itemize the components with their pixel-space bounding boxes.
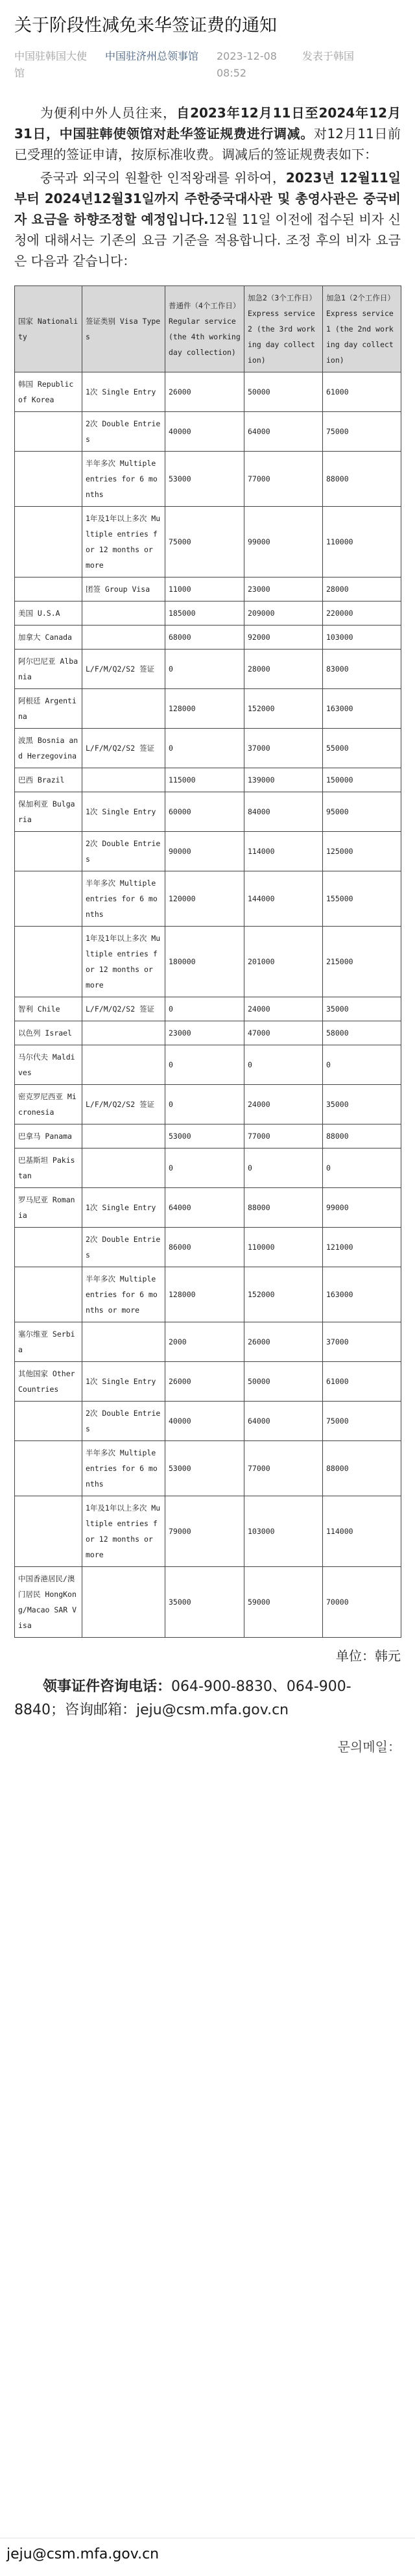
table-cell-country: 巴西 Brazil bbox=[15, 768, 82, 792]
table-cell-type: 1年及1年以上多次 Multiple entries for 12 months or more bbox=[82, 1496, 165, 1567]
table-cell-express2: 58000 bbox=[323, 1021, 401, 1045]
table-cell-express2: 150000 bbox=[323, 768, 401, 792]
table-cell-express3: 103000 bbox=[244, 1496, 323, 1567]
table-cell-express3: 23000 bbox=[244, 577, 323, 601]
table-cell-regular: 79000 bbox=[165, 1496, 244, 1567]
header-country: 国家 Nationality bbox=[15, 286, 82, 372]
table-row bbox=[15, 372, 401, 412]
table-cell-type: 半年多次 Multiple entries for 6 months bbox=[82, 452, 165, 507]
table-cell-express3: 37000 bbox=[244, 729, 323, 768]
table-cell-express2: 83000 bbox=[323, 650, 401, 689]
header-express-2day: 加急1（2个工作日） Express service 1 (the 2nd working day collection) bbox=[323, 286, 401, 372]
table-cell-country: 保加利亚 Bulgaria bbox=[15, 792, 82, 832]
table-cell-express3: 47000 bbox=[244, 1021, 323, 1045]
contact-label: 领事证件咨询电话： bbox=[43, 1679, 172, 1695]
table-cell-country: 以色列 Israel bbox=[15, 1021, 82, 1045]
table-cell-country: 智利 Chile bbox=[15, 997, 82, 1021]
table-cell-express2: 35000 bbox=[323, 1085, 401, 1124]
para2-bold: 2023년 12월11일부터 2024년12월31일까지 주한중국대사관 및 총영사관은 중국비자 요금을 하향조정할 예정입니다. bbox=[14, 170, 401, 227]
table-cell-express3: 64000 bbox=[244, 412, 323, 452]
table-cell-express3: 28000 bbox=[244, 650, 323, 689]
table-cell-type: L/F/M/Q2/S2 签证 bbox=[82, 729, 165, 768]
para2-post: 12월 11일 이전에 접수된 비자 신청에 대해서는 기존의 요금 기준을 적용합니다. 조정 후의 비자 요금은 다음과 같습니다： bbox=[14, 212, 401, 269]
table-cell-express2: 88000 bbox=[323, 452, 401, 507]
table-cell-express3: 0 bbox=[244, 1148, 323, 1188]
table-cell-express3: 59000 bbox=[244, 1567, 323, 1638]
table-cell-express3: 84000 bbox=[244, 792, 323, 832]
table-cell-country: 阿根廷 Argentina bbox=[15, 689, 82, 729]
table-row bbox=[15, 412, 401, 452]
table-row bbox=[15, 1188, 401, 1228]
table-cell-country bbox=[15, 507, 82, 577]
table-cell-express2: 37000 bbox=[323, 1322, 401, 1362]
table-cell-express3: 77000 bbox=[244, 1124, 323, 1148]
table-cell-country: 美国 U.S.A bbox=[15, 601, 82, 626]
table-cell-express2: 0 bbox=[323, 1045, 401, 1085]
table-cell-country: 韩国 Republic of Korea bbox=[15, 372, 82, 412]
table-cell-regular: 40000 bbox=[165, 1402, 244, 1441]
table-cell-express3: 114000 bbox=[244, 832, 323, 871]
table-row bbox=[15, 689, 401, 729]
contact-phones: 064-900-8830、064-900-8840；咨询邮箱： bbox=[14, 1679, 351, 1718]
table-cell-express2: 35000 bbox=[323, 997, 401, 1021]
table-cell-express2: 163000 bbox=[323, 1267, 401, 1322]
table-cell-express2: 75000 bbox=[323, 1402, 401, 1441]
table-cell-country: 其他国家 Other Countries bbox=[15, 1362, 82, 1402]
para1-pre: 为便利中外人员往来， bbox=[40, 105, 177, 121]
table-row bbox=[15, 626, 401, 650]
table-cell-express2: 215000 bbox=[323, 927, 401, 997]
table-cell-type bbox=[82, 689, 165, 729]
table-cell-regular: 11000 bbox=[165, 577, 244, 601]
table-cell-country bbox=[15, 412, 82, 452]
table-cell-express3: 77000 bbox=[244, 452, 323, 507]
table-row bbox=[15, 1085, 401, 1124]
table-cell-type: 2次 Double Entries bbox=[82, 832, 165, 871]
meta-author-link[interactable]: 中国驻济州总领事馆 bbox=[105, 50, 199, 62]
header-visa-type: 签证类别 Visa Types bbox=[82, 286, 165, 372]
table-cell-express2: 61000 bbox=[323, 1362, 401, 1402]
table-cell-express3: 92000 bbox=[244, 626, 323, 650]
table-cell-type bbox=[82, 1124, 165, 1148]
table-cell-express2: 75000 bbox=[323, 412, 401, 452]
table-cell-express2: 125000 bbox=[323, 832, 401, 871]
table-row bbox=[15, 997, 401, 1021]
table-cell-type: 1年及1年以上多次 Multiple entries for 12 months or more bbox=[82, 927, 165, 997]
table-cell-type bbox=[82, 1021, 165, 1045]
table-cell-country bbox=[15, 1228, 82, 1267]
table-cell-regular: 40000 bbox=[165, 412, 244, 452]
table-cell-type: 2次 Double Entries bbox=[82, 1228, 165, 1267]
table-cell-express2: 110000 bbox=[323, 507, 401, 577]
table-cell-regular: 35000 bbox=[165, 1567, 244, 1638]
table-row bbox=[15, 1567, 401, 1638]
table-body bbox=[15, 372, 401, 1638]
table-cell-type bbox=[82, 1567, 165, 1638]
table-cell-express2: 88000 bbox=[323, 1441, 401, 1496]
table-cell-regular: 2000 bbox=[165, 1322, 244, 1362]
table-cell-country: 加拿大 Canada bbox=[15, 626, 82, 650]
table-cell-regular: 68000 bbox=[165, 626, 244, 650]
table-row bbox=[15, 577, 401, 601]
table-cell-regular: 0 bbox=[165, 1085, 244, 1124]
table-cell-country bbox=[15, 1496, 82, 1567]
table-cell-type: 1次 Single Entry bbox=[82, 372, 165, 412]
table-cell-express2: 121000 bbox=[323, 1228, 401, 1267]
contact-info bbox=[14, 1675, 401, 1722]
table-cell-type: 1次 Single Entry bbox=[82, 1188, 165, 1228]
table-cell-country: 中国香港居民/澳门居民 HongKong/Macao SAR Visa bbox=[15, 1567, 82, 1638]
table-cell-express2: 114000 bbox=[323, 1496, 401, 1567]
table-row bbox=[15, 1267, 401, 1322]
table-cell-country bbox=[15, 927, 82, 997]
header-express-3day: 加急2（3个工作日） Express service 2 (the 3rd working day collection) bbox=[244, 286, 323, 372]
table-cell-type: L/F/M/Q2/S2 签证 bbox=[82, 997, 165, 1021]
table-cell-country: 波黑 Bosnia and Herzegovina bbox=[15, 729, 82, 768]
para2-pre: 중국과 외국의 원활한 인적왕래를 위하여， bbox=[40, 170, 286, 186]
bottom-email[interactable]: jeju@csm.mfa.gov.cn bbox=[6, 2546, 160, 2562]
table-cell-type bbox=[82, 1045, 165, 1085]
table-row bbox=[15, 507, 401, 577]
table-row bbox=[15, 1045, 401, 1085]
table-row bbox=[15, 1496, 401, 1567]
table-cell-type: 2次 Double Entries bbox=[82, 1402, 165, 1441]
header-regular: 普通件（4个工作日） Regular service (the 4th working day collection) bbox=[165, 286, 244, 372]
table-row bbox=[15, 1322, 401, 1362]
bottom-email-bar bbox=[0, 2538, 415, 2576]
table-cell-express3: 24000 bbox=[244, 1085, 323, 1124]
table-cell-express3: 0 bbox=[244, 1045, 323, 1085]
table-cell-country bbox=[15, 452, 82, 507]
table-cell-type: L/F/M/Q2/S2 签证 bbox=[82, 650, 165, 689]
table-cell-regular: 86000 bbox=[165, 1228, 244, 1267]
table-row bbox=[15, 768, 401, 792]
table-cell-type: 2次 Double Entries bbox=[82, 412, 165, 452]
notice-paragraph-chinese bbox=[14, 103, 401, 165]
table-cell-express3: 24000 bbox=[244, 997, 323, 1021]
table-row bbox=[15, 1021, 401, 1045]
table-row bbox=[15, 729, 401, 768]
table-cell-regular: 0 bbox=[165, 1148, 244, 1188]
table-cell-country: 巴基斯坦 Pakistan bbox=[15, 1148, 82, 1188]
table-cell-express2: 155000 bbox=[323, 871, 401, 927]
table-row bbox=[15, 927, 401, 997]
table-cell-country bbox=[15, 1402, 82, 1441]
meta-date: 2023-12-08 08:52 bbox=[217, 50, 277, 79]
table-cell-express3: 144000 bbox=[244, 871, 323, 927]
table-cell-type bbox=[82, 1322, 165, 1362]
table-cell-express3: 152000 bbox=[244, 1267, 323, 1322]
table-cell-express2: 70000 bbox=[323, 1567, 401, 1638]
table-cell-regular: 0 bbox=[165, 1045, 244, 1085]
table-cell-type bbox=[82, 768, 165, 792]
article-title: 关于阶段性减免来华签证费的通知 bbox=[14, 16, 277, 36]
table-cell-express3: 201000 bbox=[244, 927, 323, 997]
table-row bbox=[15, 871, 401, 927]
table-row bbox=[15, 650, 401, 689]
table-row bbox=[15, 1362, 401, 1402]
table-cell-express3: 64000 bbox=[244, 1402, 323, 1441]
visa-fee-table bbox=[14, 286, 401, 1638]
table-cell-regular: 0 bbox=[165, 729, 244, 768]
table-row bbox=[15, 1441, 401, 1496]
table-cell-express2: 28000 bbox=[323, 577, 401, 601]
table-cell-regular: 128000 bbox=[165, 1267, 244, 1322]
table-cell-regular: 64000 bbox=[165, 1188, 244, 1228]
table-cell-type bbox=[82, 1148, 165, 1188]
meta-source: 中国驻韩国大使馆 bbox=[14, 50, 88, 79]
table-cell-express2: 163000 bbox=[323, 689, 401, 729]
table-cell-type: 半年多次 Multiple entries for 6 months bbox=[82, 871, 165, 927]
table-cell-regular: 26000 bbox=[165, 372, 244, 412]
table-row bbox=[15, 601, 401, 626]
para1-bold: 自2023年12月11日至2024年12月31日，中国驻韩使领馆对赴华签证规费进行调减。 bbox=[14, 105, 401, 141]
table-cell-type: 半年多次 Multiple entries for 6 months or more bbox=[82, 1267, 165, 1322]
table-cell-regular: 26000 bbox=[165, 1362, 244, 1402]
table-cell-regular: 115000 bbox=[165, 768, 244, 792]
table-cell-country: 罗马尼亚 Romania bbox=[15, 1188, 82, 1228]
contact-email[interactable]: jeju@csm.mfa.gov.cn bbox=[136, 1702, 289, 1718]
table-cell-regular: 185000 bbox=[165, 601, 244, 626]
table-cell-country bbox=[15, 871, 82, 927]
table-cell-express2: 103000 bbox=[323, 626, 401, 650]
inquiry-mail-label: 문의메일： bbox=[337, 1739, 401, 1755]
table-cell-regular: 60000 bbox=[165, 792, 244, 832]
table-row bbox=[15, 452, 401, 507]
table-cell-express3: 209000 bbox=[244, 601, 323, 626]
table-cell-type bbox=[82, 626, 165, 650]
table-cell-type bbox=[82, 601, 165, 626]
table-cell-express2: 61000 bbox=[323, 372, 401, 412]
table-cell-country: 马尔代夫 Maldives bbox=[15, 1045, 82, 1085]
table-cell-express3: 88000 bbox=[244, 1188, 323, 1228]
table-cell-express3: 99000 bbox=[244, 507, 323, 577]
table-row bbox=[15, 832, 401, 871]
table-cell-regular: 90000 bbox=[165, 832, 244, 871]
table-cell-express3: 139000 bbox=[244, 768, 323, 792]
table-cell-regular: 53000 bbox=[165, 1124, 244, 1148]
table-cell-express3: 50000 bbox=[244, 372, 323, 412]
table-cell-country bbox=[15, 1441, 82, 1496]
table-cell-express3: 50000 bbox=[244, 1362, 323, 1402]
table-cell-regular: 128000 bbox=[165, 689, 244, 729]
table-cell-express2: 220000 bbox=[323, 601, 401, 626]
table-cell-regular: 53000 bbox=[165, 452, 244, 507]
table-cell-express3: 26000 bbox=[244, 1322, 323, 1362]
article-meta bbox=[14, 48, 401, 82]
table-cell-express3: 110000 bbox=[244, 1228, 323, 1267]
table-cell-express2: 95000 bbox=[323, 792, 401, 832]
table-cell-regular: 75000 bbox=[165, 507, 244, 577]
table-header-row bbox=[15, 286, 401, 372]
table-cell-express3: 77000 bbox=[244, 1441, 323, 1496]
table-cell-regular: 53000 bbox=[165, 1441, 244, 1496]
table-cell-country bbox=[15, 577, 82, 601]
table-cell-country bbox=[15, 832, 82, 871]
table-cell-express2: 88000 bbox=[323, 1124, 401, 1148]
table-cell-country bbox=[15, 1267, 82, 1322]
table-cell-regular: 0 bbox=[165, 997, 244, 1021]
meta-publisher: 发表于韩国 bbox=[302, 50, 355, 62]
table-cell-type: 1次 Single Entry bbox=[82, 1362, 165, 1402]
notice-paragraph-korean bbox=[14, 167, 401, 271]
table-cell-regular: 120000 bbox=[165, 871, 244, 927]
table-cell-country: 巴拿马 Panama bbox=[15, 1124, 82, 1148]
table-row bbox=[15, 792, 401, 832]
table-cell-type: L/F/M/Q2/S2 签证 bbox=[82, 1085, 165, 1124]
table-row bbox=[15, 1228, 401, 1267]
table-row bbox=[15, 1148, 401, 1188]
table-cell-regular: 180000 bbox=[165, 927, 244, 997]
table-cell-type: 半年多次 Multiple entries for 6 months bbox=[82, 1441, 165, 1496]
currency-unit: 单位：韩元 bbox=[336, 1648, 401, 1664]
table-row bbox=[15, 1124, 401, 1148]
table-cell-regular: 23000 bbox=[165, 1021, 244, 1045]
table-cell-express3: 152000 bbox=[244, 689, 323, 729]
table-cell-country: 密克罗尼西亚 Micronesia bbox=[15, 1085, 82, 1124]
para1-post: 对12月11日前已受理的签证申请，按原标准收费。调减后的签证规费表如下： bbox=[14, 126, 401, 162]
table-cell-express2: 0 bbox=[323, 1148, 401, 1188]
table-cell-type: 团签 Group Visa bbox=[82, 577, 165, 601]
table-cell-regular: 0 bbox=[165, 650, 244, 689]
table-cell-type: 1年及1年以上多次 Multiple entries for 12 months or more bbox=[82, 507, 165, 577]
table-cell-country: 阿尔巴尼亚 Albania bbox=[15, 650, 82, 689]
table-row bbox=[15, 1402, 401, 1441]
table-cell-country: 塞尔维亚 Serbia bbox=[15, 1322, 82, 1362]
table-cell-express2: 99000 bbox=[323, 1188, 401, 1228]
table-cell-express2: 55000 bbox=[323, 729, 401, 768]
table-cell-type: 1次 Single Entry bbox=[82, 792, 165, 832]
